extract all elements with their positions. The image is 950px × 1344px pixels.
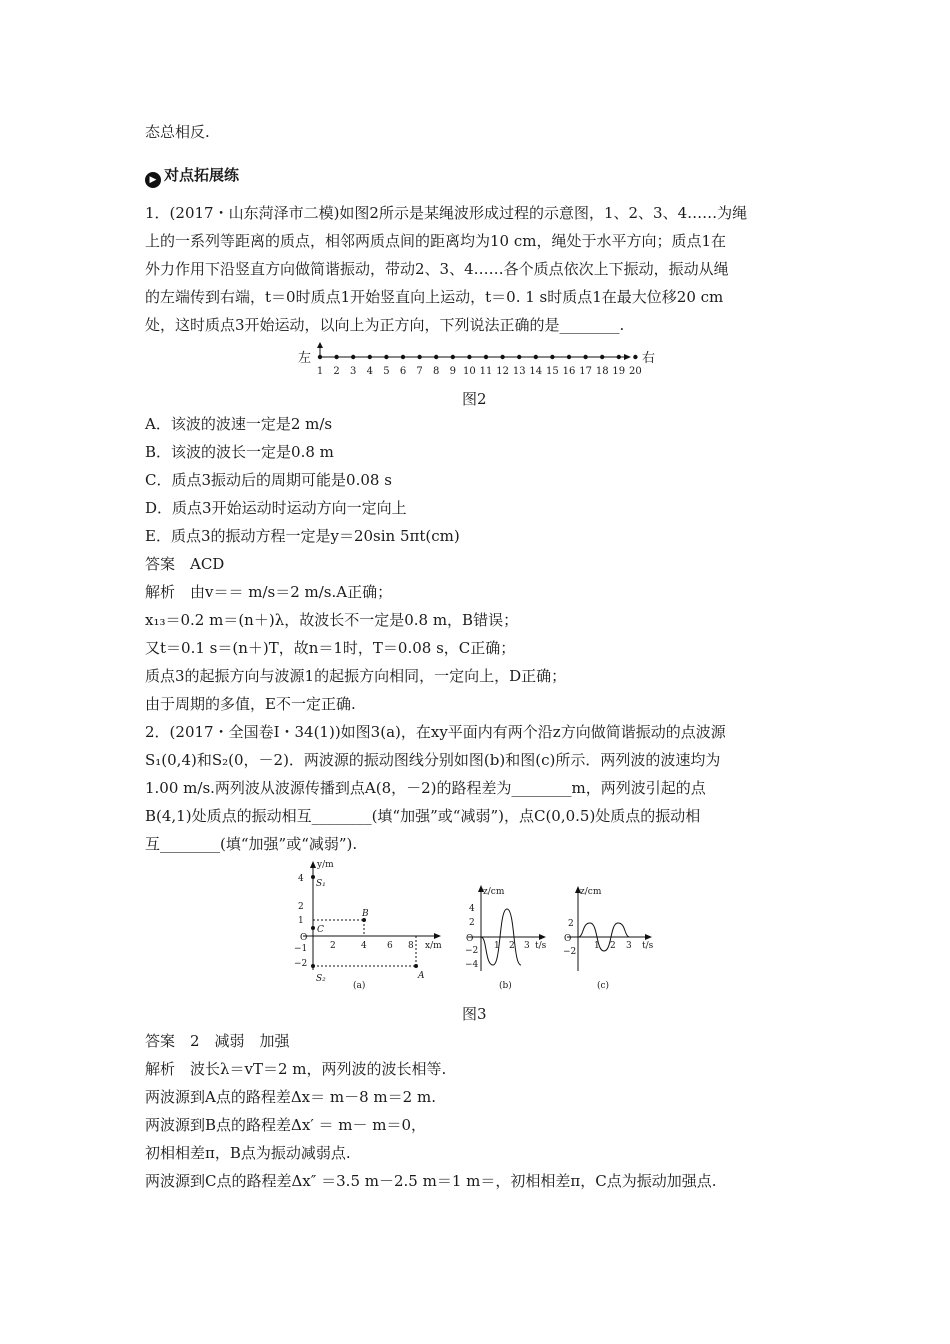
- axis-label-x: t/s: [642, 941, 654, 951]
- rope-point-label: 11: [479, 366, 493, 377]
- rope-point: [633, 355, 637, 359]
- rope-point-label: 12: [496, 366, 509, 377]
- q2-analysis: 初相相差π，B点为振动减弱点.: [145, 1144, 351, 1162]
- x-tick: 6: [387, 941, 393, 951]
- rope-point-label: 14: [529, 366, 543, 377]
- y-tick: −2: [563, 947, 577, 957]
- x-tick: 8: [408, 941, 414, 951]
- q1-line: 的左端传到右端，t＝0时质点1开始竖直向上运动，t＝0. 1 s时质点1在最大位移20 cm: [145, 288, 724, 306]
- q2-line: 1.00 m/s.两列波从波源传播到点A(8，－2)的路程差为________m，两列波引起的点: [145, 779, 706, 797]
- y-tick: −2: [465, 946, 479, 956]
- rope-point-label: 5: [383, 366, 390, 377]
- q2-line: 2．(2017・全国卷Ⅰ・34(1))如图3(a)，在xy平面内有两个沿z方向做简谐振动的点波源: [145, 723, 726, 741]
- point-label: C: [317, 925, 324, 935]
- y-tick: −4: [465, 960, 479, 970]
- point-label: S₂: [316, 974, 326, 984]
- rope-point-label: 19: [612, 366, 626, 377]
- figure-3-caption: 图3: [462, 1005, 487, 1023]
- x-tick: 4: [361, 941, 367, 951]
- rope-point: [583, 355, 587, 359]
- axis-label-x: x/m: [425, 941, 442, 951]
- figure-3: [285, 856, 675, 996]
- rope-point: [334, 355, 338, 359]
- section-heading: [145, 164, 239, 188]
- y-tick: 1: [298, 916, 304, 926]
- left-label: 左: [298, 351, 312, 366]
- q2-analysis: 两波源到B点的路程差Δx′ ＝ m－ m＝0，: [145, 1116, 427, 1134]
- q2-line: 互________(填“加强”或“减弱”).: [145, 835, 358, 853]
- rope-point-label: 10: [463, 366, 476, 377]
- y-tick: 2: [568, 919, 574, 929]
- point-label: B: [362, 909, 369, 919]
- q2-analysis: 解析 波长λ＝vT＝2 m，两列波的波长相等.: [145, 1060, 447, 1078]
- rope-point-label: 4: [366, 366, 373, 377]
- q1-analysis: x₁₃＝0.2 m＝(n＋)λ，故波长不一定是0.8 m，B错误；: [145, 611, 519, 629]
- figure-3b: [465, 885, 547, 991]
- figure-3a: [294, 860, 442, 991]
- rope-point-label: 6: [399, 366, 407, 377]
- option: A．该波的波速一定是2 m/s: [145, 415, 333, 433]
- rope-point-label: 1: [316, 366, 324, 377]
- rope-point: [401, 355, 405, 359]
- rope-point-label: 13: [512, 366, 526, 377]
- rope-point: [500, 355, 504, 359]
- y-tick: 4: [298, 874, 304, 884]
- rope-point-label: 2: [333, 366, 340, 377]
- x-tick: 2: [330, 941, 336, 951]
- y-tick: −2: [294, 959, 308, 969]
- q1-line: 1．(2017・山东菏泽市二模)如图2所示是某绳波形成过程的示意图，1、2、3、4……为绳: [145, 204, 748, 222]
- q1-analysis: 由于周期的多值，E不一定正确.: [145, 695, 356, 713]
- origin-label: O: [300, 933, 308, 943]
- rope-point: [617, 355, 621, 359]
- q1-line: 上的一系列等距离的质点，相邻两质点间的距离均为10 cm，绳处于水平方向；质点1在: [145, 232, 727, 250]
- rope-point: [550, 355, 554, 359]
- rope-point-label: 15: [546, 366, 559, 377]
- axis-label-y: z/cm: [483, 887, 505, 897]
- figure-2-rope: [290, 340, 670, 384]
- figure-2-caption: 图2: [462, 390, 487, 408]
- q2-line: B(4,1)处质点的振动相互________(填“加强”或“减弱”)，点C(0,0.5)处质点的振动相: [145, 807, 701, 825]
- y-tick: −1: [294, 944, 308, 954]
- rope-point: [484, 355, 488, 359]
- rope-point: [384, 355, 388, 359]
- point-s1: [311, 875, 315, 879]
- q1-analysis: 解析 由v＝＝ m/s＝2 m/s.A正确；: [145, 583, 393, 601]
- rope-point-label: 20: [629, 366, 642, 377]
- sub-label: (b): [499, 981, 512, 991]
- text-line: 态总相反.: [145, 123, 210, 141]
- x-tick: 2: [610, 941, 616, 951]
- sub-label: (a): [353, 981, 366, 991]
- rope-point: [517, 355, 521, 359]
- x-tick: 1: [494, 941, 500, 951]
- q1-answer: 答案 ACD: [145, 555, 225, 573]
- sub-label: (c): [597, 981, 610, 991]
- option: E．质点3的振动方程一定是y＝20sin 5πt(cm): [145, 527, 460, 545]
- q1-analysis: 质点3的起振方向与波源1的起振方向相同，一定向上，D正确；: [145, 667, 567, 685]
- axis-label-y: y/m: [317, 860, 334, 870]
- rope-point: [600, 355, 604, 359]
- q2-answer: 答案 2 减弱 加强: [145, 1032, 290, 1050]
- point-label: S₁: [316, 879, 326, 889]
- y-tick: 4: [469, 904, 475, 914]
- q1-line: 外力作用下沿竖直方向做简谐振动，带动2、3、4……各个质点依次上下振动，振动从绳: [145, 260, 729, 278]
- rope-point: [451, 355, 455, 359]
- point-c: [311, 926, 315, 930]
- figure-3c: [563, 886, 654, 991]
- rope-point-label: 9: [449, 366, 456, 377]
- axis-label-y: z/cm: [580, 887, 602, 897]
- x-tick: 3: [524, 941, 530, 951]
- rope-point: [434, 355, 438, 359]
- right-label: 右: [642, 351, 656, 366]
- q1-analysis: 又t＝0.1 s＝(n＋)T，故n＝1时，T＝0.08 s，C正确；: [145, 639, 516, 657]
- q2-analysis: 两波源到A点的路程差Δx＝ m－8 m＝2 m.: [145, 1088, 436, 1106]
- rope-point: [417, 355, 421, 359]
- x-tick: 1: [594, 941, 600, 951]
- origin-label: O: [466, 934, 474, 944]
- rope-point: [534, 355, 538, 359]
- rope-point: [467, 355, 471, 359]
- rope-point: [368, 355, 372, 359]
- option: D．质点3开始运动时运动方向一定向上: [145, 499, 407, 517]
- rope-point: [318, 355, 322, 359]
- rope-point-label: 8: [433, 366, 440, 377]
- rope-point-label: 16: [562, 366, 576, 377]
- rope-point-label: 3: [350, 366, 357, 377]
- q2-analysis: 两波源到C点的路程差Δx″ ＝3.5 m－2.5 m＝1 m＝，初相相差π，C点为振动加强点.: [145, 1172, 717, 1190]
- y-tick: 2: [469, 918, 475, 928]
- rope-point: [567, 355, 571, 359]
- section-heading-text: 对点拓展练: [164, 166, 240, 184]
- point-s2: [311, 964, 315, 968]
- option: B．该波的波长一定是0.8 m: [145, 443, 334, 461]
- point-a: [414, 964, 418, 968]
- rope-point-label: 18: [595, 366, 609, 377]
- rope-point: [351, 355, 355, 359]
- axis-label-x: t/s: [535, 941, 547, 951]
- y-tick: 2: [298, 902, 304, 912]
- x-tick: 2: [509, 941, 515, 951]
- point-label: A: [418, 971, 425, 981]
- x-tick: 3: [626, 941, 632, 951]
- rope-point-label: 7: [416, 366, 423, 377]
- q1-line: 处，这时质点3开始运动，以向上为正方向，下列说法正确的是________.: [145, 316, 625, 334]
- origin-label: O: [564, 934, 572, 944]
- rope-point-label: 17: [579, 366, 592, 377]
- option: C．质点3振动后的周期可能是0.08 s: [145, 471, 392, 489]
- play-icon: ▶: [145, 172, 161, 188]
- q2-line: S₁(0,4)和S₂(0，－2)．两波源的振动图线分别如图(b)和图(c)所示．两列波的波速均为: [145, 751, 721, 769]
